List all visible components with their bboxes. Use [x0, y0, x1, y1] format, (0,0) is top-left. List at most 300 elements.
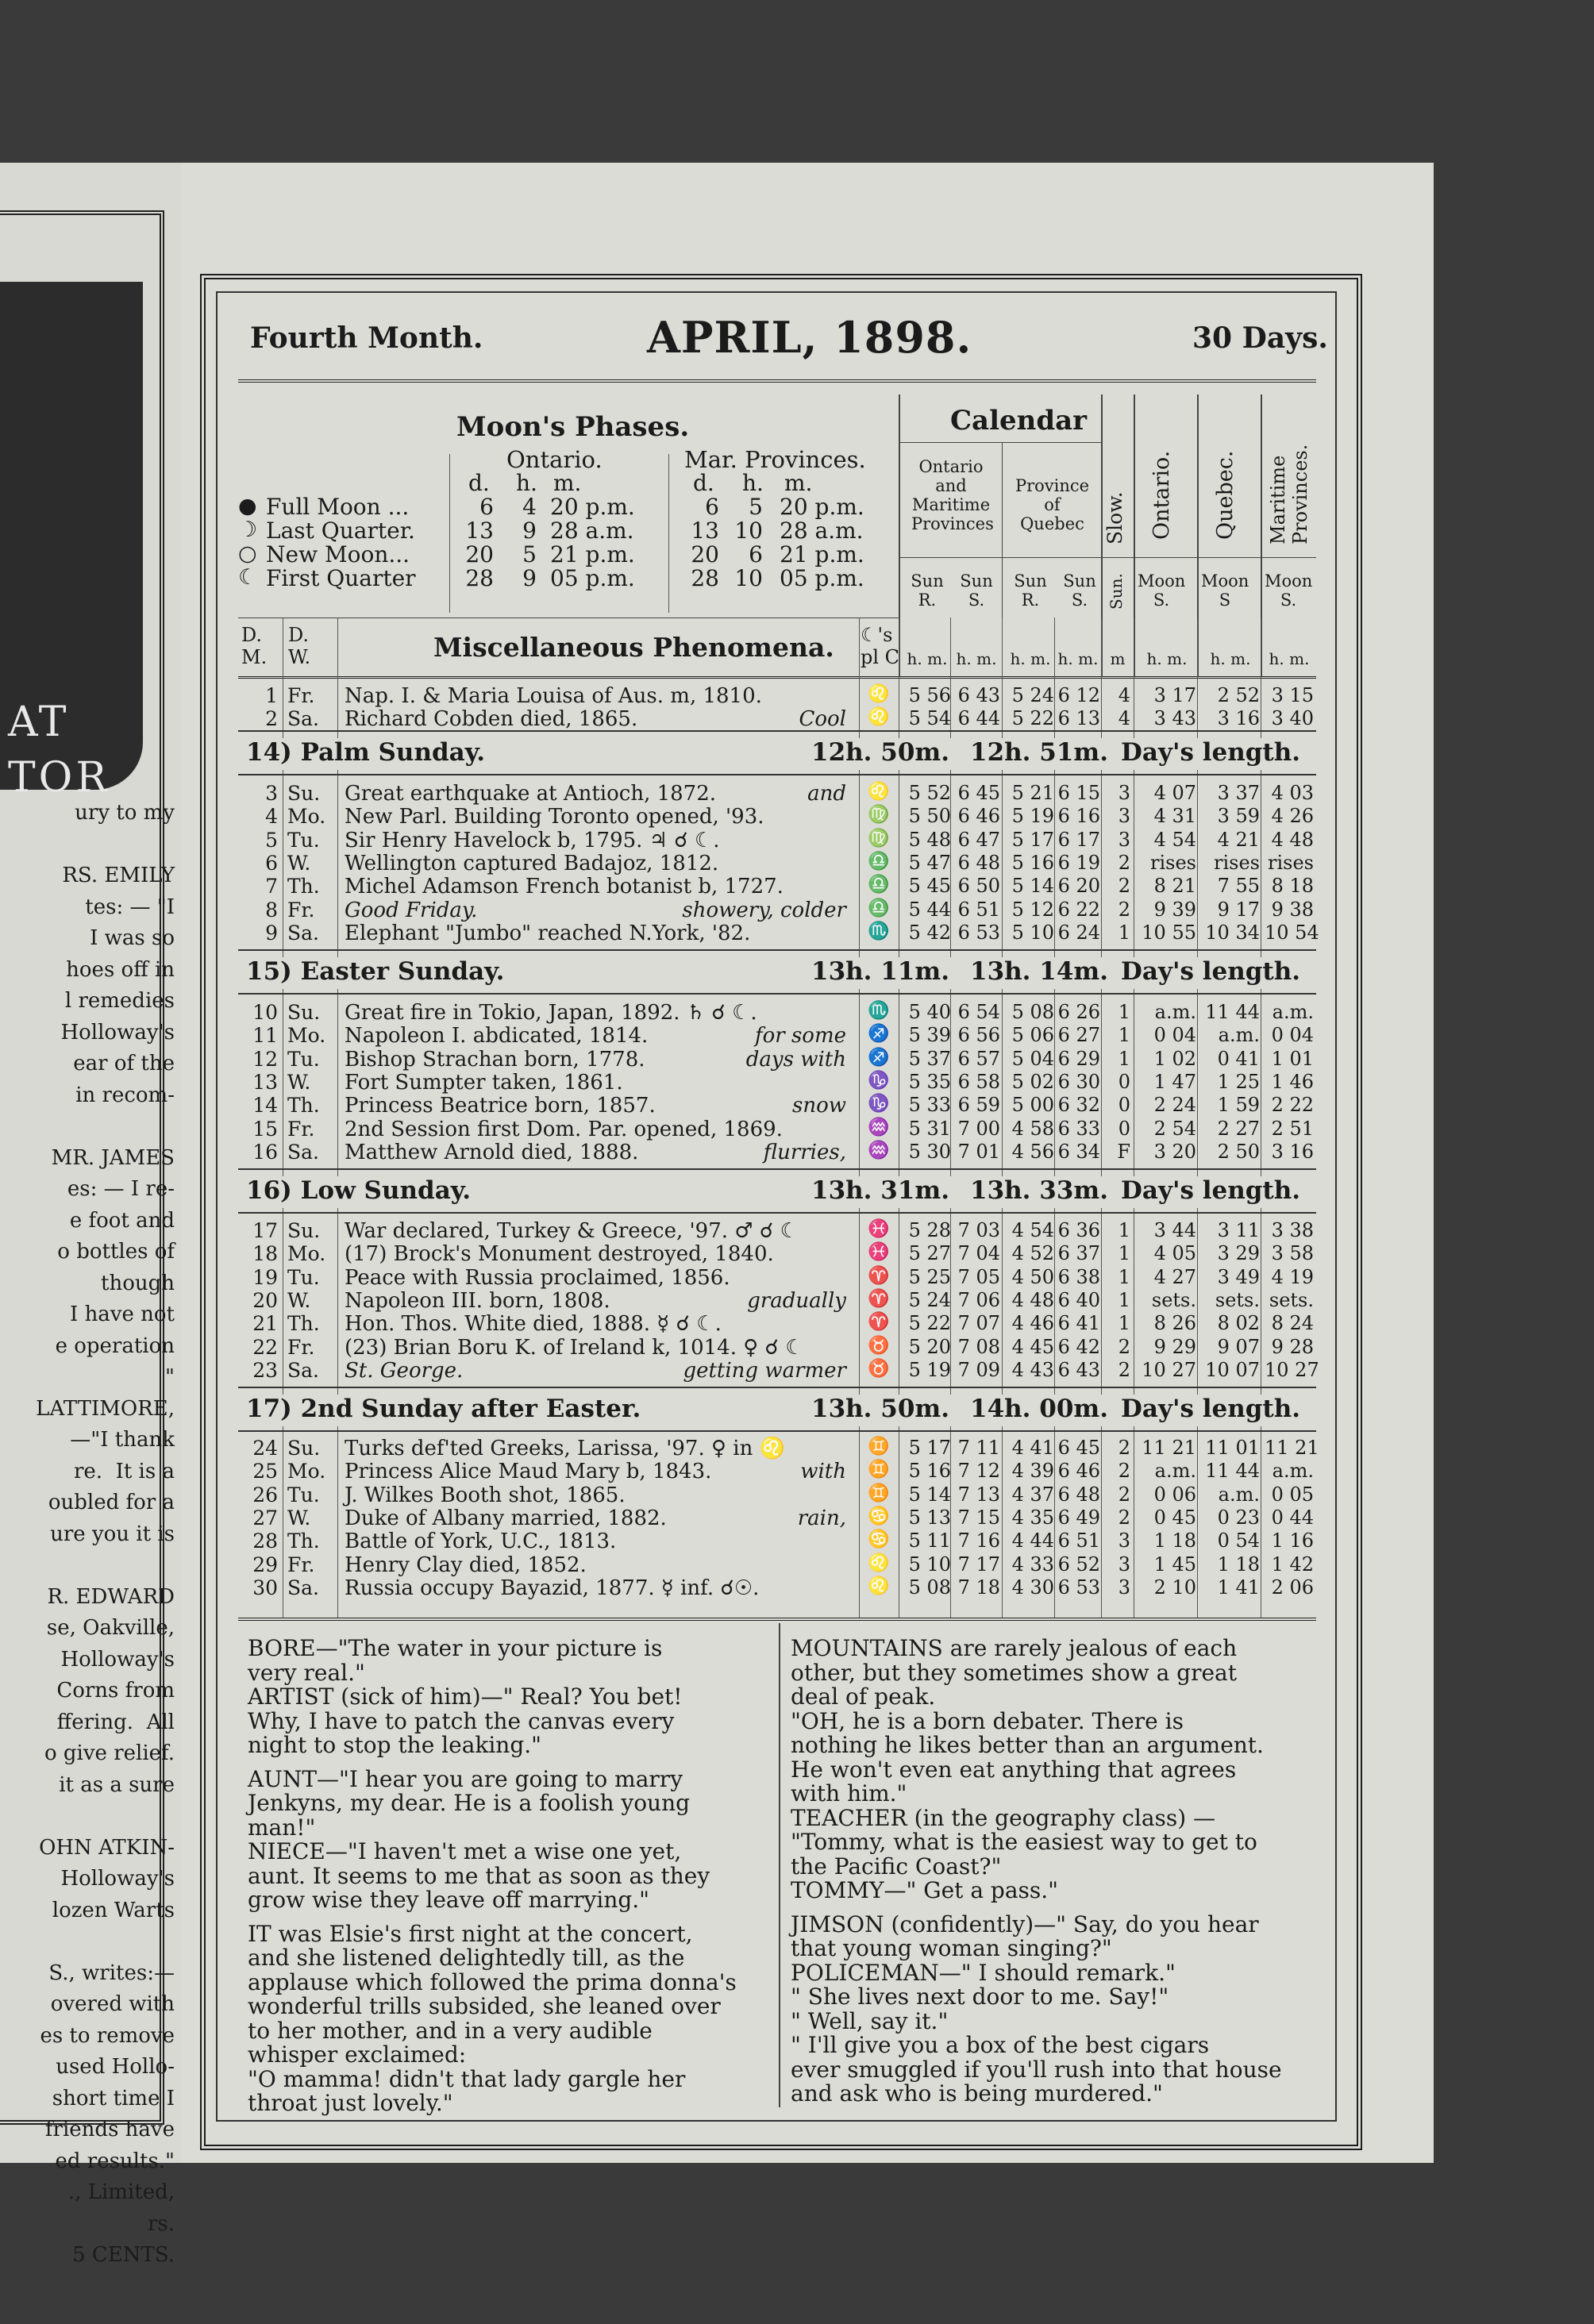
- days-length-label: Day's length.: [1121, 738, 1301, 767]
- time-cell: rises: [1214, 851, 1260, 874]
- time-cell: 7 12: [957, 1460, 1000, 1483]
- joke-line: night to stop the leaking.": [248, 1732, 542, 1758]
- time-cell: 7 09: [957, 1358, 1000, 1381]
- phenomenon-text: Richard Cobden died, 1865.: [345, 707, 638, 732]
- phenomenon-text: Sir Henry Havelock b, 1795. ♃ ☌ ☾.: [345, 828, 720, 852]
- time-cell: 5 30: [908, 1140, 951, 1163]
- time-cell: 4 54: [1153, 828, 1196, 851]
- zodiac-sign: ♏: [868, 921, 890, 941]
- time-cell: a.m.: [1154, 1460, 1196, 1483]
- phenomenon-text: Wellington captured Badajoz, 1812.: [345, 851, 719, 875]
- left-advert-line: in recom-: [75, 1083, 175, 1107]
- time-cell: 6 58: [957, 1070, 1000, 1093]
- time-cell: 4 31: [1153, 805, 1196, 828]
- time-cell: 5 13: [908, 1506, 951, 1529]
- zodiac-sign: ♑: [868, 1094, 890, 1114]
- ont-mar-line-1: Ontario: [918, 457, 984, 476]
- sunday-length-que: 13h. 33m.: [970, 1176, 1108, 1205]
- left-advert-line: MR. JAMES: [51, 1145, 175, 1170]
- time-cell: 8 26: [1153, 1312, 1196, 1335]
- moon-phase-symbol: ☽: [238, 518, 258, 542]
- ont-mar-line-3: Maritime: [911, 495, 991, 514]
- time-cell: 6 56: [957, 1024, 1000, 1047]
- time-cell: 4 37: [1011, 1483, 1054, 1506]
- time-cell: 5 11: [908, 1529, 951, 1553]
- time-cell: 2 22: [1271, 1094, 1314, 1117]
- time-cell: 4 41: [1011, 1437, 1054, 1459]
- time-cell: 4 44: [1011, 1529, 1054, 1553]
- time-cell: 7 03: [957, 1219, 1000, 1241]
- time-cell: a.m.: [1272, 1460, 1314, 1483]
- mar-phase-day: 20: [691, 541, 719, 568]
- time-cell: 0 05: [1271, 1483, 1314, 1506]
- dm-header: [241, 624, 267, 668]
- mar-phase-hour: 5: [749, 494, 763, 520]
- time-cell: 6 46: [1057, 1460, 1100, 1483]
- joke-line: that young woman singing?": [791, 1935, 1112, 1961]
- joke-line: aunt. It seems to me that as soon as they: [248, 1862, 710, 1889]
- left-advert-line: I was so: [90, 926, 175, 950]
- sunday-name: 16) Low Sunday.: [246, 1176, 472, 1205]
- time-cell: 10 54: [1265, 921, 1319, 944]
- time-cell: 1 18: [1153, 1529, 1196, 1553]
- zodiac-sign: ♌: [868, 1553, 890, 1573]
- time-cell: 3 11: [1217, 1219, 1260, 1241]
- time-cell: 7 00: [957, 1117, 1000, 1140]
- day-of-week: Th.: [287, 875, 320, 898]
- time-cell: 1 02: [1153, 1047, 1196, 1070]
- time-cell: 6 59: [957, 1094, 1000, 1117]
- time-cell: 6 57: [957, 1047, 1000, 1070]
- time-cell: 2 27: [1217, 1117, 1260, 1140]
- left-advert-line: 5 CENTS.: [72, 2243, 175, 2267]
- time-cell: 6 32: [1057, 1094, 1100, 1117]
- time-cell: 3 38: [1271, 1219, 1314, 1241]
- mar-phase-hour: 6: [749, 541, 763, 568]
- time-cell: 6 37: [1057, 1242, 1100, 1265]
- weather-note: days with: [745, 1047, 846, 1072]
- moon-phase-name: Full Moon ...: [266, 494, 410, 520]
- left-advert-line: ury to my: [75, 801, 175, 825]
- quebec-label: [1007, 476, 1098, 533]
- time-cell: 4 50: [1011, 1265, 1054, 1288]
- time-cell: 3 58: [1271, 1242, 1314, 1265]
- day-of-month: 24: [252, 1437, 278, 1460]
- time-cell: 6 50: [957, 875, 1000, 898]
- time-cell: 5 00: [1011, 1094, 1054, 1117]
- left-advert-line: ffering. All: [56, 1710, 175, 1734]
- mar-phase-day: 28: [691, 565, 719, 591]
- moon-phase-name: First Quarter: [266, 565, 416, 591]
- joke-line: " She lives next door to me. Say!": [791, 1983, 1169, 2010]
- zodiac-sign: ♑: [868, 1070, 890, 1091]
- time-cell: 6 40: [1057, 1288, 1100, 1311]
- ont-maritime-label: [911, 457, 994, 533]
- day-of-week: Fr.: [287, 1335, 315, 1359]
- day-of-week: Sa.: [287, 921, 319, 945]
- time-cell: 7 06: [957, 1288, 1000, 1311]
- joke-line: " I'll give you a box of the best cigars: [791, 2032, 1210, 2058]
- phenomenon-text: Fort Sumpter taken, 1861.: [345, 1070, 623, 1095]
- zodiac-sign: ♒: [868, 1140, 890, 1160]
- time-cell: 5 35: [908, 1070, 951, 1093]
- left-advert-line: es to remove: [40, 2023, 175, 2048]
- time-cell: 5 45: [908, 875, 951, 898]
- ont-mar-line-4: Provinces: [911, 514, 994, 533]
- time-cell: 5 21: [1011, 782, 1054, 804]
- ont-sun-rise-header-line-2: R.: [918, 591, 937, 610]
- day-of-week: Su.: [287, 1437, 321, 1460]
- time-cell: 9 07: [1217, 1335, 1260, 1358]
- time-cell: 7 07: [957, 1312, 1000, 1335]
- logo-line-2: TOR: [8, 754, 110, 802]
- time-cell: 5 37: [908, 1047, 951, 1070]
- time-cell: 5 02: [1011, 1070, 1054, 1093]
- time-cell: 5 04: [1011, 1047, 1054, 1070]
- time-cell: 6 29: [1057, 1047, 1100, 1070]
- day-of-month: 8: [265, 898, 278, 922]
- time-cell: 3 29: [1217, 1242, 1260, 1265]
- day-of-week: Mo.: [287, 805, 326, 829]
- weather-note: snow: [792, 1094, 846, 1118]
- que-sun-set-header: [1056, 571, 1103, 610]
- joke-line: grow wise they leave off marrying.": [248, 1887, 650, 1913]
- phenomenon-text: Michel Adamson French botanist b, 1727.: [345, 875, 784, 899]
- zodiac-sign: ♐: [868, 1024, 890, 1045]
- time-cell: 10 27: [1265, 1358, 1319, 1381]
- sunday-name: 17) 2nd Sunday after Easter.: [246, 1395, 641, 1423]
- time-cell: 9 39: [1153, 898, 1196, 921]
- moon-phase-name: New Moon...: [266, 541, 410, 568]
- phenomenon-text: Nap. I. & Maria Louisa of Aus. m, 1810.: [345, 684, 762, 708]
- phenomenon-text: Duke of Albany married, 1882.: [345, 1506, 667, 1530]
- dw-header-1: D.: [288, 624, 310, 646]
- maritime-vertical-label: [1267, 444, 1311, 544]
- joke-line: whisper exclaimed:: [248, 2041, 467, 2068]
- day-of-month: 4: [265, 805, 278, 829]
- day-of-month: 22: [252, 1335, 278, 1359]
- time-cell: 2: [1118, 1437, 1130, 1459]
- time-cell: 4 30: [1011, 1576, 1054, 1599]
- time-cell: 2: [1118, 1335, 1130, 1358]
- time-cell: 3: [1118, 1553, 1130, 1576]
- zodiac-sign: ♌: [868, 707, 890, 728]
- day-of-week: W.: [287, 1070, 311, 1094]
- mar-provinces-label: Mar. Provinces.: [684, 446, 866, 473]
- joke-line: applause which followed the prima donna's: [248, 1968, 737, 1995]
- sunday-rule-top: [238, 1168, 1316, 1170]
- sunday-length-ont: 13h. 50m.: [811, 1395, 949, 1423]
- weather-note: gradually: [747, 1288, 846, 1313]
- time-cell: sets.: [1151, 1288, 1196, 1311]
- sunday-rule-bottom: [238, 993, 1316, 995]
- time-cell: 3: [1118, 1576, 1130, 1599]
- time-cell: 11 44: [1205, 1001, 1260, 1023]
- left-advert-line: I have not: [70, 1302, 175, 1326]
- joke-line: " Well, say it.": [791, 2007, 949, 2034]
- sunday-row: [238, 738, 1316, 770]
- zodiac-sign: ♉: [868, 1358, 890, 1379]
- time-cell: 6 20: [1057, 875, 1100, 898]
- time-cell: 7 01: [957, 1140, 1000, 1163]
- joke-line: man!": [248, 1814, 316, 1841]
- moon-place-header: [861, 624, 899, 668]
- day-of-week: Mo.: [287, 1460, 326, 1483]
- time-cell: 4 03: [1271, 782, 1314, 804]
- ontario-label: Ontario.: [506, 446, 603, 473]
- day-of-month: 7: [265, 875, 278, 898]
- time-cell: 4: [1118, 684, 1130, 706]
- day-of-week: Mo.: [287, 1024, 326, 1048]
- left-advert-line: ure you it is: [50, 1522, 175, 1546]
- left-advert-text: [0, 798, 175, 2272]
- left-advert-line: tes: — "I: [85, 895, 175, 919]
- left-advert-line: [0, 1550, 175, 1582]
- time-cell: 10 34: [1205, 921, 1260, 944]
- zodiac-sign: ♈: [868, 1312, 890, 1333]
- day-of-month: 1: [265, 684, 278, 707]
- joke-line: and ask who is being murdered.": [791, 2080, 1163, 2107]
- left-advert-line: it as a sure: [59, 1772, 175, 1797]
- ont-sun-rise-header: [903, 571, 951, 610]
- quebec-line-2: of: [1044, 495, 1061, 514]
- day-of-week: Tu.: [287, 828, 320, 852]
- time-cell: 4 33: [1011, 1553, 1054, 1576]
- joke-line: MOUNTAINS are rarely jealous of each: [791, 1635, 1238, 1661]
- day-of-month: 12: [252, 1047, 278, 1071]
- time-cell: 6 43: [957, 684, 1000, 706]
- table-head-rule: [238, 676, 1316, 679]
- unit-label: m: [1110, 649, 1126, 668]
- left-advert-line: rs.: [147, 2211, 175, 2236]
- weather-note: getting warmer: [683, 1358, 846, 1383]
- left-page-fragment: [0, 163, 189, 2267]
- ont-phase-day: 6: [479, 494, 494, 520]
- mar-moon-set-header: [1265, 571, 1312, 610]
- maritime-line-1: Maritime: [1267, 455, 1289, 544]
- left-advert-line: e operation: [55, 1333, 175, 1358]
- weather-note: and: [807, 782, 846, 806]
- quebec-line-1: Province: [1015, 476, 1090, 495]
- day-of-month: 2: [265, 707, 278, 731]
- left-advert-line: used Hollo-: [56, 2055, 175, 2079]
- time-cell: 5 19: [908, 1358, 951, 1381]
- time-cell: 1 41: [1217, 1576, 1260, 1599]
- zodiac-sign: ♊: [868, 1437, 890, 1456]
- day-of-week: Sa.: [287, 1576, 319, 1599]
- left-advert-line: [0, 1926, 175, 1958]
- time-cell: 9 28: [1271, 1335, 1314, 1358]
- time-cell: 7 05: [957, 1265, 1000, 1288]
- ont-unit-m: m.: [553, 470, 582, 496]
- sunday-rule-bottom: [238, 1430, 1316, 1432]
- time-cell: 3 20: [1153, 1140, 1196, 1163]
- time-cell: 0 04: [1153, 1024, 1196, 1047]
- ont-unit-d: d.: [468, 470, 490, 496]
- time-cell: 5 40: [908, 1001, 951, 1023]
- joke-line: "OH, he is a born debater. There is: [791, 1707, 1184, 1734]
- sunday-row: [238, 957, 1316, 989]
- time-cell: 6 15: [1057, 782, 1100, 804]
- time-cell: 8 21: [1153, 875, 1196, 898]
- joke-line: wonderful trills subsided, she leaned over: [248, 1993, 721, 2019]
- weather-note: for some: [754, 1024, 846, 1048]
- left-advert-line: ., Limited,: [67, 2180, 175, 2204]
- phenomenon-text: Bishop Strachan born, 1778.: [345, 1047, 645, 1072]
- time-cell: 11 44: [1205, 1460, 1260, 1483]
- zodiac-sign: ♍: [868, 805, 890, 825]
- time-cell: 10 27: [1142, 1358, 1196, 1381]
- time-cell: 4: [1118, 707, 1130, 730]
- zodiac-sign: ♓: [868, 1219, 890, 1239]
- time-cell: 6 48: [1057, 1483, 1100, 1506]
- maritime-line-2: Provinces.: [1289, 444, 1311, 544]
- time-cell: 1 45: [1153, 1553, 1196, 1576]
- time-cell: 6 34: [1057, 1140, 1100, 1163]
- time-cell: 2: [1118, 851, 1130, 874]
- mar-phase-min: 05 p.m.: [780, 565, 864, 591]
- time-cell: 6 17: [1057, 828, 1100, 851]
- sunday-length-que: 14h. 00m.: [970, 1395, 1108, 1423]
- day-of-month: 26: [252, 1483, 278, 1506]
- time-cell: 5 39: [908, 1024, 951, 1047]
- time-cell: 6 47: [957, 828, 1000, 851]
- ont-phase-day: 13: [465, 518, 494, 544]
- phenomenon-text: St. George.: [345, 1358, 464, 1383]
- time-cell: 1: [1118, 1242, 1130, 1265]
- time-cell: 0 04: [1271, 1024, 1314, 1047]
- time-cell: 3 16: [1217, 707, 1260, 730]
- sunday-row: [238, 1395, 1316, 1426]
- moon-phase-symbol: ●: [238, 494, 257, 518]
- time-cell: 3 59: [1217, 805, 1260, 828]
- joke-line: TOMMY—" Get a pass.": [791, 1877, 1059, 1903]
- left-advert-line: RS. EMILY: [62, 864, 175, 887]
- time-cell: 4 46: [1011, 1312, 1054, 1335]
- time-cell: 5 42: [908, 921, 951, 944]
- weather-note: flurries,: [763, 1140, 846, 1164]
- mar-phase-day: 6: [705, 494, 719, 520]
- time-cell: 6 45: [1057, 1437, 1100, 1459]
- sunday-name: 15) Easter Sunday.: [246, 957, 505, 986]
- time-cell: 6 38: [1057, 1265, 1100, 1288]
- time-cell: 4 05: [1153, 1242, 1196, 1265]
- joke-line: throat just lovely.": [248, 2090, 453, 2116]
- left-advert-line: short time I: [52, 2086, 175, 2110]
- advert-logo: [0, 282, 143, 802]
- time-cell: 1: [1118, 1001, 1130, 1023]
- sunday-length-que: 13h. 14m.: [970, 957, 1108, 986]
- joke-line: with him.": [791, 1780, 907, 1806]
- left-advert-line: ": [165, 1365, 175, 1389]
- phenomenon-text: New Parl. Building Toronto opened, '93.: [345, 805, 764, 829]
- left-advert-line: —"I thank: [70, 1428, 175, 1452]
- left-advert-line: lozen Warts: [52, 1898, 175, 1922]
- time-cell: 5 17: [908, 1437, 951, 1459]
- weather-note: rain,: [797, 1506, 846, 1530]
- unit-label: h. m.: [1057, 649, 1099, 668]
- day-of-week: Su.: [287, 782, 321, 805]
- day-of-month: 25: [252, 1460, 278, 1483]
- time-cell: 6 26: [1057, 1001, 1100, 1023]
- time-cell: 2 24: [1153, 1094, 1196, 1117]
- time-cell: 0: [1118, 1094, 1130, 1117]
- time-cell: 4 39: [1011, 1460, 1054, 1483]
- joke-line: ARTIST (sick of him)—" Real? You bet!: [248, 1683, 683, 1710]
- left-advert-line: R. EDWARD: [47, 1584, 175, 1609]
- day-of-month: 21: [252, 1312, 278, 1336]
- mar-unit-m: m.: [784, 470, 813, 496]
- ont-moon-set-header-line-2: S.: [1153, 591, 1170, 610]
- time-cell: 5 14: [908, 1483, 951, 1506]
- time-cell: 0 06: [1153, 1483, 1196, 1506]
- time-cell: 4 43: [1011, 1358, 1054, 1381]
- zodiac-sign: ♋: [868, 1506, 890, 1526]
- day-of-week: Th.: [287, 1094, 320, 1118]
- calendar-title-rule: [899, 442, 1101, 443]
- time-cell: 4 26: [1271, 805, 1314, 828]
- sunday-length-ont: 13h. 31m.: [811, 1176, 949, 1205]
- time-cell: 3 17: [1153, 684, 1196, 706]
- moon-phase-symbol: ○: [238, 541, 257, 566]
- phenomenon-text: Henry Clay died, 1852.: [345, 1553, 587, 1577]
- time-cell: sets.: [1215, 1288, 1260, 1311]
- time-cell: 4 54: [1011, 1219, 1054, 1241]
- sunday-rule-top: [238, 949, 1316, 951]
- zodiac-sign: ♉: [868, 1335, 890, 1356]
- left-advert-line: [0, 829, 175, 861]
- time-cell: 7 11: [957, 1437, 1000, 1459]
- mar-moon-set-header-line-1: Moon: [1265, 571, 1313, 591]
- time-cell: 5 20: [908, 1335, 951, 1358]
- moon-divider-1: [449, 454, 450, 613]
- phenomenon-text: (17) Brock's Monument destroyed, 1840.: [345, 1242, 774, 1267]
- moon-place-header-1: ☾'s: [861, 624, 893, 646]
- time-cell: 6 41: [1057, 1312, 1100, 1335]
- time-cell: 5 24: [908, 1288, 951, 1311]
- time-cell: 6 48: [957, 851, 1000, 874]
- time-cell: 3 37: [1217, 782, 1260, 804]
- weather-note: showery, colder: [682, 898, 846, 922]
- day-of-month: 9: [265, 921, 278, 945]
- zodiac-sign: ♋: [868, 1529, 890, 1550]
- unit-label: h. m.: [1010, 649, 1051, 668]
- time-cell: 7 17: [957, 1553, 1000, 1576]
- dw-header: [288, 624, 310, 668]
- time-cell: 4 21: [1217, 828, 1260, 851]
- day-of-month: 13: [252, 1070, 278, 1094]
- joke-line: deal of peak.: [791, 1683, 936, 1710]
- time-cell: 6 45: [957, 782, 1000, 804]
- zodiac-sign: ♏: [868, 1001, 890, 1021]
- sunday-length-ont: 12h. 50m.: [811, 738, 949, 767]
- time-cell: 1: [1118, 1219, 1130, 1241]
- time-cell: 4 48: [1011, 1288, 1054, 1311]
- time-cell: 3 49: [1217, 1265, 1260, 1288]
- que-moon-set-header-line-2: S: [1219, 591, 1231, 610]
- que-sun-set-header-line-2: S.: [1071, 591, 1088, 610]
- time-cell: 6 19: [1057, 851, 1100, 874]
- left-advert-line: Holloway's: [60, 1867, 175, 1891]
- day-of-week: Mo.: [287, 1242, 326, 1266]
- advert-logo-text: [8, 695, 110, 806]
- phenomenon-text: Matthew Arnold died, 1888.: [345, 1140, 639, 1164]
- time-cell: 5 25: [908, 1265, 951, 1288]
- zodiac-sign: ♒: [868, 1117, 890, 1137]
- day-of-month: 14: [252, 1094, 278, 1118]
- time-cell: 4 27: [1153, 1265, 1196, 1288]
- ont-moon-set-header-line-1: Moon: [1138, 571, 1186, 591]
